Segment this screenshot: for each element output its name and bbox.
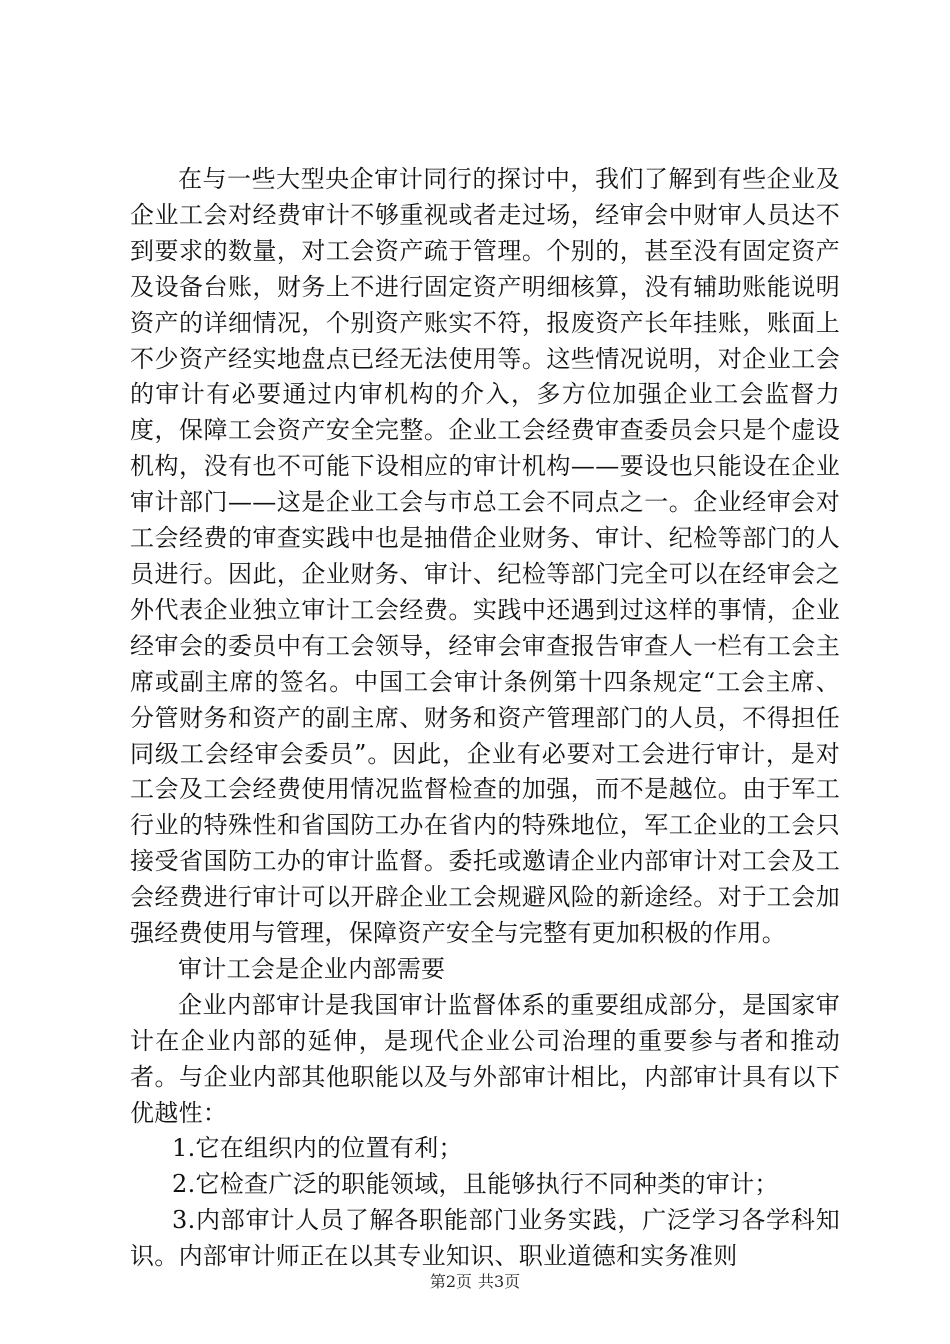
- paragraph-2: 企业内部审计是我国审计监督体系的重要组成部分，是国家审计在企业内部的延伸，是现代企业公司治理的重要参与者和推动者。与企业内部其他职能以及与外部审计相比，内部审计具有以下优越性：: [130, 990, 840, 1127]
- list-item-1: 1.它在组织内的位置有利；: [172, 1134, 463, 1163]
- section-heading: 审计工会是企业内部需要: [178, 954, 446, 983]
- list-item-2: 2.它检查广泛的职能领域，且能够执行不同种类的审计；: [172, 1170, 779, 1199]
- page-number: 第2页: [429, 1272, 472, 1291]
- document-body: [130, 162, 840, 1275]
- list-item-3: 3.内部审计人员了解各职能部门业务实践，广泛学习各学科知识。内部审计师正在以其专业知识、职业道德和实务准则: [130, 1206, 840, 1271]
- page-total: 共3页: [478, 1272, 521, 1291]
- paragraph-1: 在与一些大型央企审计同行的探讨中，我们了解到有些企业及企业工会对经费审计不够重视或者走过场，经审会中财审人员达不到要求的数量，对工会资产疏于管理。个别的，甚至没有固定资产及设备台账，财务上不进行固定资产明细核算，没有辅助账能说明资产的详细情况，个别资产账实不符，报废资产长年挂账，账面上不少资产经实地盘点已经无法使用等。这些情况说明，对企业工会的审计有必要通过内审机构的介入，多方位加强企业工会监督力度，保障工会资产安全完整。企业工会经费审查委员会只是个虚设机构，没有也不可能下设相应的审计机构——要设也只能设在企业审计部门——这是企业工会与市总工会不同点之一。企业经审会对工会经费的审查实践中也是抽借企业财务、审计、纪检等部门的人员进行。因此，企业财务、审计、纪检等部门完全可以在经审会之外代表企业独立审计工会经费。实践中还遇到过这样的事情，企业经审会的委员中有工会领导，经审会审查报告审查人一栏有工会主席或副主席的签名。中国工会审计条例第十四条规定“工会主席、分管财务和资产的副主席、财务和资产管理部门的人员，不得担任同级工会经审会委员”。因此，企业有必要对工会进行审计，是对工会及工会经费使用情况监督检查的加强，而不是越位。由于军工行业的特殊性和省国防工办在省内的特殊地位，军工企业的工会只接受省国防工办的审计监督。委托或邀请企业内部审计对工会及工会经费进行审计可以开辟企业工会规避风险的新途经。对于工会加强经费使用与管理，保障资产安全与完整有更加积极的作用。: [130, 165, 840, 948]
- page-footer: [0, 1272, 950, 1292]
